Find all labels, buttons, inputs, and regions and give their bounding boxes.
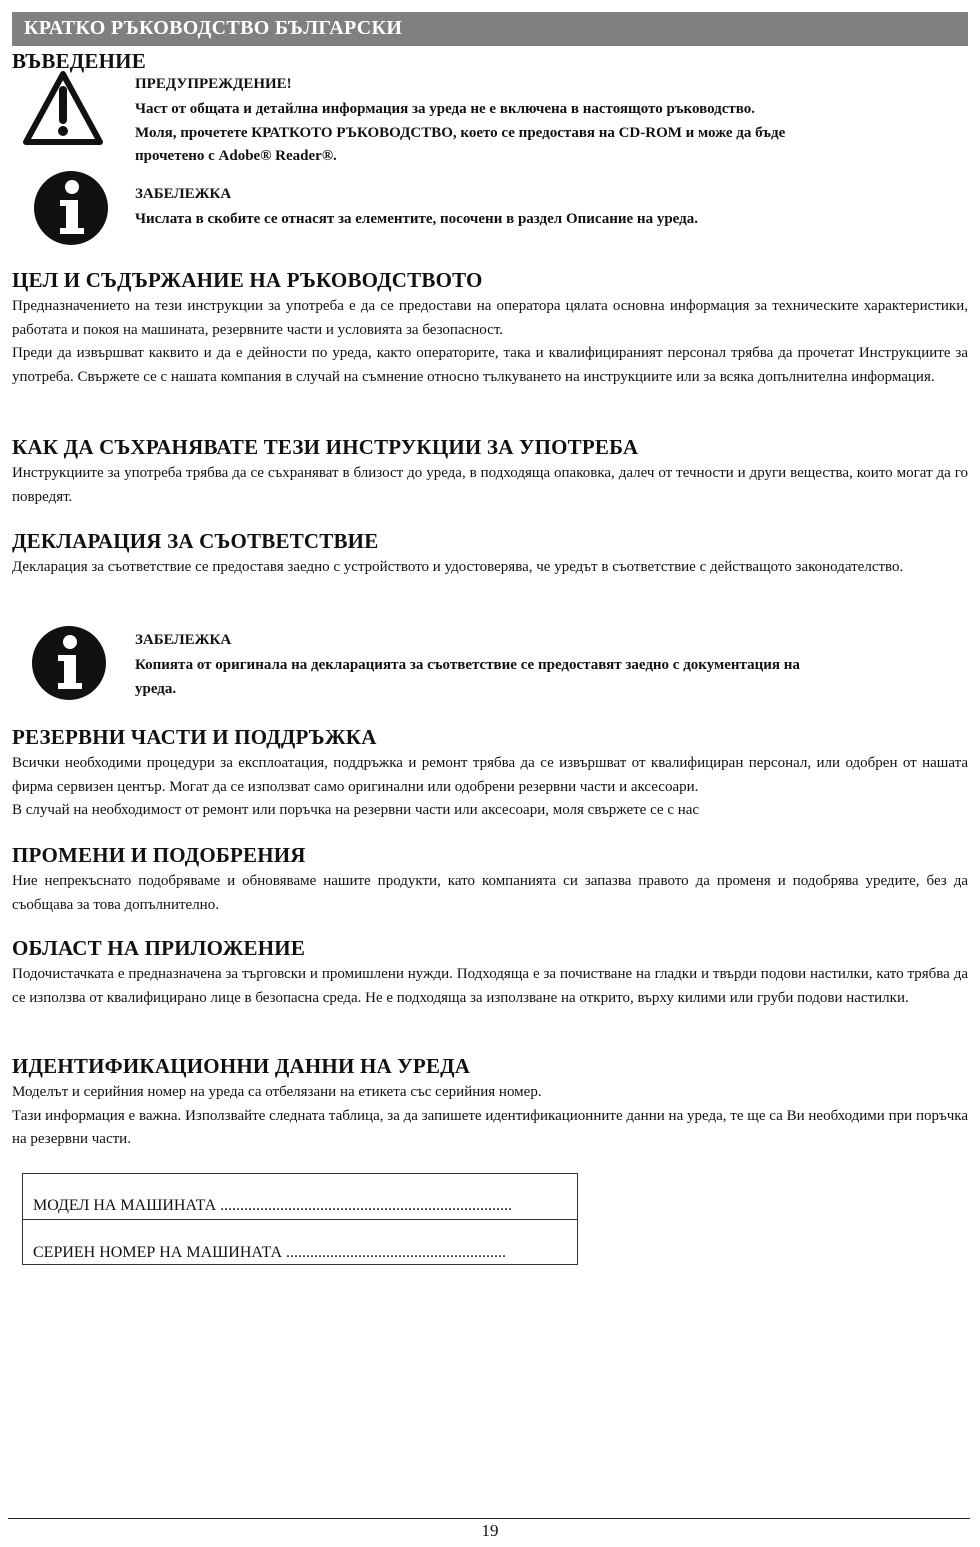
warning-label: ПРЕДУПРЕЖДЕНИЕ!	[135, 76, 292, 92]
warning-line: Моля, прочетете КРАТКОТО РЪКОВОДСТВО, което се предоставя на CD-ROM и може да бъде	[135, 124, 786, 141]
spares-body	[12, 752, 968, 823]
declaration-body	[12, 556, 968, 580]
paragraph: В случай на необходимост от ремонт или поръчка на резервни части или аксесоари, моля свържете се с нас	[12, 802, 700, 818]
warning-line: Част от общата и детайлна информация за уреда не е включена в настоящото ръководство.	[135, 101, 756, 117]
footer-rule	[8, 1518, 970, 1519]
identification-body	[12, 1081, 968, 1152]
scope-title: ОБЛАСТ НА ПРИЛОЖЕНИЕ	[12, 936, 306, 960]
note-text	[135, 208, 935, 232]
purpose-body	[12, 295, 968, 389]
serial-field[interactable]: СЕРИЕН НОМЕР НА МАШИНАТА .......................................................	[33, 1244, 507, 1261]
paragraph: Подочистачката е предназначена за търговски и промишлени нужди. Подходяща е за почистване на гладки и твърди подови настилки, като трябва да се използва от квалифицирано лице в безопасна среда. Не е подходяща за използване на открито, върху килими или груби подови настилки.	[12, 966, 968, 1006]
intro-title: ВЪВЕДЕНИЕ	[12, 49, 146, 73]
note-line: Числата в скобите се отнасят за елементите, посочени в раздел Описание на уреда.	[135, 211, 698, 227]
declaration-title: ДЕКЛАРАЦИЯ ЗА СЪОТВЕТСТВИЕ	[12, 529, 379, 553]
note-line: Копията от оригинала на декларацията за съответствие се предоставят заедно с документация на	[135, 657, 800, 673]
model-field[interactable]: МОДЕЛ НА МАШИНАТА .........................................................................	[33, 1197, 513, 1214]
note-line: уреда.	[135, 680, 177, 697]
scope-body	[12, 963, 968, 1010]
warning-icon	[22, 70, 104, 146]
storage-body	[12, 462, 968, 509]
changes-title: ПРОМЕНИ И ПОДОБРЕНИЯ	[12, 843, 306, 867]
paragraph: Всички необходими процедури за експлоатация, поддръжка и ремонт трябва да се извършват от квалифициран персонал, или одобрен от нашата фирма сервизен център. Могат да се използват само оригинални или одобрени резервни части и аксесоари.	[12, 755, 968, 795]
paragraph: Ние непрекъснато подобряваме и обновяваме нашите продукти, като компанията си запазва правото да променя и подобрява уредите, без да съобщава за това допълнително.	[12, 873, 968, 913]
changes-body	[12, 870, 968, 917]
identification-table	[22, 1173, 578, 1265]
page-number: 19	[481, 1521, 499, 1540]
purpose-title: ЦЕЛ И СЪДЪРЖАНИЕ НА РЪКОВОДСТВОТО	[12, 268, 483, 292]
warning-line: прочетено с Adobe® Reader®.	[135, 148, 337, 164]
storage-title: КАК ДА СЪХРАНЯВАТЕ ТЕЗИ ИНСТРУКЦИИ ЗА УПОТРЕБА	[12, 435, 639, 459]
identification-title: ИДЕНТИФИКАЦИОННИ ДАННИ НА УРЕДА	[12, 1054, 471, 1078]
paragraph: Предназначението на тези инструкции за употреба е да се предостави на оператора цялата основна информация за техническите характеристики, работата и покоя на машината, резервните части и условията за безопасност.	[12, 298, 968, 338]
paragraph: Инструкциите за употреба трябва да се съхраняват в близост до уреда, в подходяща опаковка, далеч от течности и други вещества, които могат да го повредят.	[12, 465, 968, 505]
declaration-note-text	[135, 654, 935, 701]
paragraph: Преди да извършват каквито и да е дейности по уреда, както операторите, така и квалифицираният персонал трябва да прочетат Инструкциите за употреба. Свържете се с нашата компания в случай на съмнение относно тълкуването на инструкциите или за всяка допълнителна информация.	[12, 345, 968, 385]
note-label: ЗАБЕЛЕЖКА	[135, 186, 232, 202]
table-divider	[23, 1219, 577, 1220]
paragraph: Тази информация е важна. Използвайте следната таблица, за да запишете идентификационните данни на уреда, те ще са Ви необходими при поръчка на резервни части.	[12, 1107, 968, 1147]
info-icon	[32, 170, 110, 246]
header-bar	[12, 12, 968, 46]
info-icon	[30, 625, 108, 701]
paragraph: Моделът и серийния номер на уреда са отбелязани на етикета със серийния номер.	[12, 1084, 542, 1100]
spares-title: РЕЗЕРВНИ ЧАСТИ И ПОДДРЪЖКА	[12, 725, 377, 749]
header-title: КРАТКО РЪКОВОДСТВО БЪЛГАРСКИ	[24, 17, 403, 39]
warning-text	[135, 98, 935, 169]
paragraph: Декларация за съответствие се предоставя заедно с устройството и удостоверява, че уредът в съответствие с действащото законодателство.	[12, 559, 904, 575]
declaration-note-label: ЗАБЕЛЕЖКА	[135, 632, 232, 648]
